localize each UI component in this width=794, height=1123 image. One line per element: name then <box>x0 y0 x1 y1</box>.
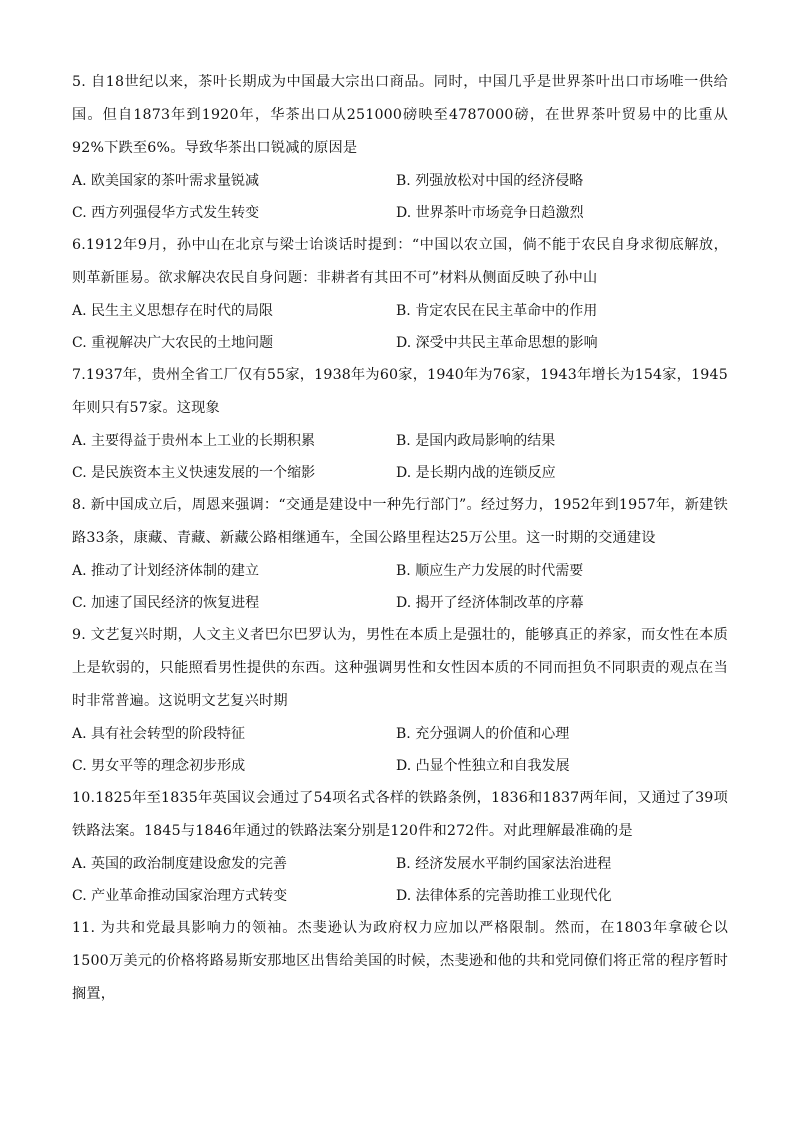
option-a: A. 英国的政治制度建设愈发的完善 <box>72 856 288 872</box>
option-grid <box>72 425 728 489</box>
option-d: D. 深受中共民主革命思想的影响 <box>396 335 598 351</box>
option-a: A. 欧美国家的茶叶需求量锐减 <box>72 173 260 189</box>
option-grid <box>72 555 728 619</box>
option-c: C. 男女平等的理念初步形成 <box>72 758 246 774</box>
option-d: D. 是长期内战的连锁反应 <box>396 465 556 481</box>
question-stem: 8. 新中国成立后，周恩来强调：“交通是建设中一种先行部门”。经过努力，1952年到1957年，新建铁路33条，康藏、青藏、新藏公路相继通车，全国公路里程达25万公里。这一时期的交通建设 <box>72 497 728 546</box>
question-5 <box>72 66 728 229</box>
option-grid <box>72 848 728 912</box>
question-stem: 7.1937年，贵州全省工厂仅有55家，1938年为60家，1940年为76家，1943年增长为154家，1945年则只有57家。这现象 <box>72 367 728 416</box>
question-6 <box>72 229 728 359</box>
option-grid <box>72 165 728 229</box>
exam-page <box>72 66 728 1011</box>
option-c: C. 加速了国民经济的恢复进程 <box>72 595 260 611</box>
option-c: C. 西方列强侵华方式发生转变 <box>72 205 260 221</box>
option-grid <box>72 295 728 359</box>
question-stem: 6.1912年9月，孙中山在北京与梁士诒谈话时提到：“中国以农立国，倘不能于农民自身求彻底解放，则革新匪易。欲求解决农民自身问题：非耕者有其田不可”材料从侧面反映了孙中山 <box>72 237 728 286</box>
question-stem: 11. 为共和党最具影响力的领袖。杰斐逊认为政府权力应加以严格限制。然而，在1803年拿破仑以1500万美元的价格将路易斯安那地区出售给美国的时候，杰斐逊和他的共和党同僚们将正常的程序暂时搁置， <box>72 920 728 1002</box>
option-a: A. 具有社会转型的阶段特征 <box>72 726 246 742</box>
option-d: D. 法律体系的完善助推工业现代化 <box>396 888 612 904</box>
option-d: D. 揭开了经济体制改革的序幕 <box>396 595 584 611</box>
question-10 <box>72 782 728 912</box>
option-b: B. 肯定农民在民主革命中的作用 <box>396 303 598 319</box>
option-d: D. 世界茶叶市场竞争日趋激烈 <box>396 205 584 221</box>
option-b: B. 充分强调人的价值和心理 <box>396 726 570 742</box>
option-a: A. 主要得益于贵州本上工业的长期积累 <box>72 433 316 449</box>
question-7 <box>72 359 728 489</box>
option-grid <box>72 718 728 782</box>
option-b: B. 列强放松对中国的经济侵略 <box>396 173 584 189</box>
option-c: C. 重视解决广大农民的土地问题 <box>72 335 274 351</box>
question-11 <box>72 912 728 1011</box>
option-b: B. 是国内政局影响的结果 <box>396 433 556 449</box>
option-a: A. 民生主义思想存在时代的局限 <box>72 303 274 319</box>
question-9 <box>72 619 728 782</box>
option-c: C. 产业革命推动国家治理方式转变 <box>72 888 288 904</box>
question-stem: 5. 自18世纪以来，茶叶长期成为中国最大宗出口商品。同时，中国几乎是世界茶叶出口市场唯一供给国。但自1873年到1920年，华茶出口从251000磅映至4787000磅，在世界茶叶贸易中的比重从92%下跌至6%。导致华茶出口锐减的原因是 <box>72 74 728 156</box>
option-c: C. 是民族资本主义快速发展的一个缩影 <box>72 465 316 481</box>
question-stem: 10.1825年至1835年英国议会通过了54项名式各样的铁路条例，1836和1837两年间，又通过了39项铁路法案。1845与1846年通过的铁路法案分别是120件和272件。对此理解最准确的是 <box>72 790 728 839</box>
option-d: D. 凸显个性独立和自我发展 <box>396 758 570 774</box>
option-b: B. 经济发展水平制约国家法治进程 <box>396 856 612 872</box>
option-a: A. 推动了计划经济体制的建立 <box>72 563 260 579</box>
question-stem: 9. 文艺复兴时期，人文主义者巴尔巴罗认为，男性在本质上是强壮的，能够真正的养家，而女性在本质上是软弱的，只能照看男性提供的东西。这种强调男性和女性因本质的不同而担负不同职责的观点在当时非常普遍。这说明文艺复兴时期 <box>72 627 728 709</box>
question-8 <box>72 489 728 619</box>
option-b: B. 顺应生产力发展的时代需要 <box>396 563 584 579</box>
